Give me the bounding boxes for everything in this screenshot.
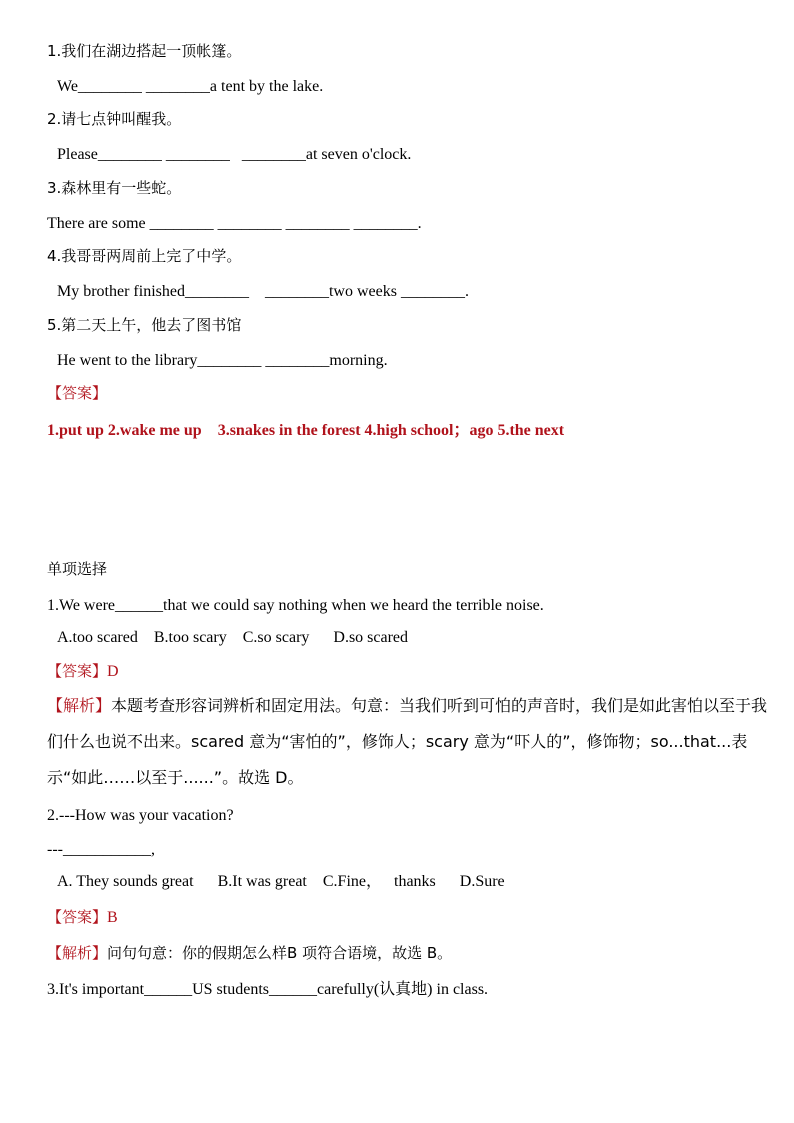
mc-question-1-options: A.too scared B.too scary C.so scary D.so scared: [57, 629, 409, 646]
question-5-english: He went to the library________ ________morning.: [57, 352, 388, 369]
answer-label: 【答案】: [47, 662, 108, 680]
question-4-english: My brother finished________ ________two weeks ________.: [57, 283, 469, 300]
answer-label: 【答案】: [47, 384, 108, 402]
answer-value: B: [107, 909, 118, 926]
analysis-label: 【解析】: [47, 944, 108, 962]
answer-label: 【答案】: [47, 908, 108, 926]
question-2-english: Please________ ________ ________at seven o'clock.: [57, 146, 412, 163]
mc-question-1-analysis: [47, 688, 779, 796]
mc-question-2-analysis: [47, 943, 452, 963]
mc-question-2-reply: ---___________,: [47, 841, 155, 858]
question-3-chinese: 3.森林里有一些蛇。: [47, 179, 182, 197]
question-1-chinese: 1.我们在湖边搭起一顶帐篷。: [47, 42, 242, 60]
mc-question-3: 3.It's important______US students______carefully(认真地) in class.: [47, 981, 489, 998]
mc-question-2-answer: [47, 907, 118, 928]
question-2-chinese: 2.请七点钟叫醒我。: [47, 110, 182, 128]
analysis-label: 【解析】: [47, 696, 112, 715]
analysis-text: 问句句意：你的假期怎么样B 项符合语境，故选 B。: [107, 944, 453, 962]
section-title: 单项选择: [47, 560, 108, 578]
answer-value: D: [107, 663, 119, 680]
question-3-english: There are some ________ ________ ________ ________.: [47, 215, 422, 232]
answer-text: 1.put up 2.wake me up 3.snakes in the forest 4.high school；ago 5.the next: [47, 422, 565, 439]
analysis-text: 本题考查形容词辨析和固定用法。句意：当我们听到可怕的声音时，我们是如此害怕以至于我们什么也说不出来。scared 意为“害怕的”，修饰人；scary 意为“吓人的”，修饰物；so...that...表示“如此……以至于......”。故选 D。: [47, 696, 768, 787]
question-5-chinese: 5.第二天上午，他去了图书馆: [47, 316, 242, 334]
question-4-chinese: 4.我哥哥两周前上完了中学。: [47, 247, 242, 265]
mc-question-1: 1.We were______that we could say nothing when we heard the terrible noise.: [47, 597, 544, 614]
question-1-english: We________ ________a tent by the lake.: [57, 78, 324, 95]
mc-question-1-answer: [47, 661, 119, 682]
mc-question-2: 2.---How was your vacation?: [47, 807, 234, 824]
mc-question-2-options: A. They sounds great B.It was great C.Fine， thanks D.Sure: [57, 873, 505, 890]
